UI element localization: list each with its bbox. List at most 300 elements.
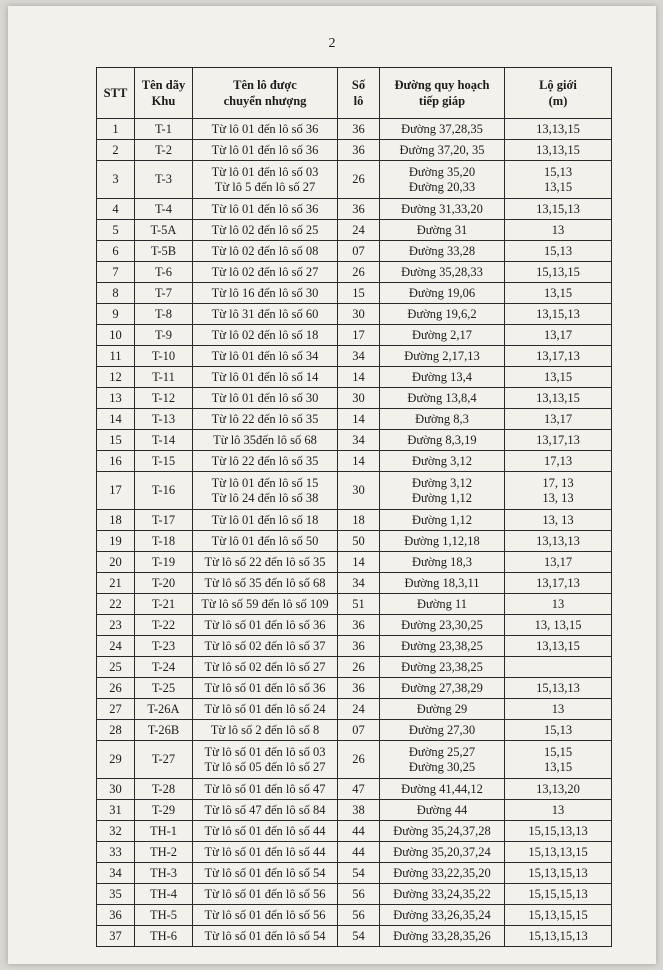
cell-lo-gioi-line: 15,13,15,13 <box>528 928 588 943</box>
cell-lo-gioi-line: 15,13,15,13 <box>528 865 588 880</box>
cell-lot-line: Từ lô 22 đến lô số 35 <box>211 453 319 468</box>
header-stt: STT <box>97 68 135 119</box>
header-khu: Tên dãy Khu <box>135 68 193 119</box>
cell-stt: 35 <box>97 884 135 905</box>
cell-lot-line: Từ lô 16 đến lô số 30 <box>211 285 319 300</box>
cell-lo-gioi-line: 13 <box>551 701 565 716</box>
cell-khu: TH-3 <box>135 863 193 884</box>
cell-road <box>380 779 505 800</box>
cell-road <box>380 800 505 821</box>
cell-lot <box>193 884 338 905</box>
cell-stt: 34 <box>97 863 135 884</box>
cell-lot-line: Từ lô 01 đến lô số 14 <box>211 369 319 384</box>
cell-lo-gioi <box>505 905 612 926</box>
cell-lot-line: Từ lô số 01 đến lô số 56 <box>204 907 326 922</box>
cell-lo-gioi-line: 13,15 <box>543 759 573 774</box>
table-row <box>97 615 612 636</box>
cell-road <box>380 842 505 863</box>
cell-road-line: Đường 19,6,2 <box>407 306 477 321</box>
cell-lo-gioi-line: 13,17,13 <box>536 348 580 363</box>
cell-road <box>380 283 505 304</box>
cell-road <box>380 220 505 241</box>
cell-lot-line: Từ lô 5 đến lô số 27 <box>214 179 316 194</box>
cell-stt: 13 <box>97 388 135 409</box>
cell-lot-line: Từ lô số 01 đến lô số 56 <box>204 886 326 901</box>
cell-road-line: Đường 35,28,33 <box>401 264 483 279</box>
cell-road <box>380 451 505 472</box>
cell-road <box>380 905 505 926</box>
cell-lot <box>193 367 338 388</box>
cell-khu: T-6 <box>135 262 193 283</box>
cell-road <box>380 699 505 720</box>
cell-khu: T-16 <box>135 472 193 510</box>
cell-lo-gioi-line: 15,13 <box>543 243 573 258</box>
cell-lot <box>193 140 338 161</box>
cell-lo-gioi <box>505 720 612 741</box>
cell-khu: T-5B <box>135 241 193 262</box>
cell-road <box>380 573 505 594</box>
cell-road-line: Đường 2,17,13 <box>404 348 480 363</box>
cell-lo-gioi-line: 13,15 <box>543 179 573 194</box>
cell-lot-line: Từ lô số 35 đến lô số 68 <box>204 575 326 590</box>
table-row <box>97 388 612 409</box>
cell-road <box>380 741 505 779</box>
table-row <box>97 262 612 283</box>
cell-khu: TH-1 <box>135 821 193 842</box>
cell-road-line: Đường 25,27 <box>408 744 476 759</box>
cell-road <box>380 161 505 199</box>
table-row <box>97 636 612 657</box>
cell-so-lo: 30 <box>338 472 380 510</box>
cell-lo-gioi-line: 13,13,15 <box>536 121 580 136</box>
cell-so-lo: 34 <box>338 346 380 367</box>
cell-lot-line: Từ lô 01 đến lô số 03 <box>211 164 319 179</box>
cell-so-lo: 30 <box>338 388 380 409</box>
cell-road <box>380 241 505 262</box>
cell-lot <box>193 905 338 926</box>
cell-khu: T-19 <box>135 552 193 573</box>
cell-lo-gioi-line: 15,15,13,13 <box>528 823 588 838</box>
cell-stt: 16 <box>97 451 135 472</box>
cell-khu: T-28 <box>135 779 193 800</box>
cell-stt: 32 <box>97 821 135 842</box>
cell-road <box>380 720 505 741</box>
cell-stt: 28 <box>97 720 135 741</box>
cell-so-lo: 26 <box>338 262 380 283</box>
cell-khu: T-10 <box>135 346 193 367</box>
cell-road-line: Đường 30,25 <box>408 759 476 774</box>
cell-khu: T-21 <box>135 594 193 615</box>
cell-road-line: Đường 20,33 <box>408 179 476 194</box>
cell-road <box>380 884 505 905</box>
cell-road <box>380 388 505 409</box>
cell-lot <box>193 615 338 636</box>
cell-lot-line: Từ lô 22 đến lô số 35 <box>211 411 319 426</box>
cell-stt: 36 <box>97 905 135 926</box>
cell-khu: T-1 <box>135 119 193 140</box>
cell-stt: 15 <box>97 430 135 451</box>
cell-lot-line: Từ lô số 2 đến lô số 8 <box>210 722 320 737</box>
cell-lot <box>193 821 338 842</box>
cell-road <box>380 510 505 531</box>
table-row <box>97 140 612 161</box>
cell-stt: 1 <box>97 119 135 140</box>
cell-khu: T-15 <box>135 451 193 472</box>
cell-khu: TH-6 <box>135 926 193 947</box>
cell-lo-gioi-line: 13,15 <box>543 285 573 300</box>
cell-lot-line: Từ lô số 01 đến lô số 44 <box>204 844 326 859</box>
cell-khu: TH-2 <box>135 842 193 863</box>
page-number: 2 <box>328 36 336 51</box>
cell-road-line: Đường 18,3,11 <box>404 575 480 590</box>
table-row <box>97 573 612 594</box>
cell-road-line: Đường 37,28,35 <box>401 121 483 136</box>
table-row <box>97 905 612 926</box>
table-row <box>97 510 612 531</box>
cell-so-lo: 26 <box>338 161 380 199</box>
cell-stt: 8 <box>97 283 135 304</box>
cell-road-line: Đường 33,28,35,26 <box>393 928 491 943</box>
cell-so-lo: 17 <box>338 325 380 346</box>
cell-so-lo: 24 <box>338 220 380 241</box>
cell-lo-gioi <box>505 346 612 367</box>
cell-road-line: Đường 35,24,37,28 <box>393 823 491 838</box>
cell-khu: T-12 <box>135 388 193 409</box>
cell-so-lo: 18 <box>338 510 380 531</box>
cell-so-lo: 30 <box>338 304 380 325</box>
cell-lo-gioi <box>505 884 612 905</box>
cell-road <box>380 262 505 283</box>
cell-so-lo: 36 <box>338 636 380 657</box>
cell-khu: TH-5 <box>135 905 193 926</box>
cell-khu: T-25 <box>135 678 193 699</box>
table-row <box>97 741 612 779</box>
table-row <box>97 199 612 220</box>
cell-so-lo: 15 <box>338 283 380 304</box>
cell-lo-gioi-line: 17, 13 <box>542 475 574 490</box>
cell-lo-gioi <box>505 262 612 283</box>
cell-so-lo: 54 <box>338 926 380 947</box>
cell-road <box>380 636 505 657</box>
cell-road-line: Đường 1,12,18 <box>404 533 480 548</box>
cell-lot-line: Từ lô 01 đến lô số 34 <box>211 348 319 363</box>
cell-lot <box>193 678 338 699</box>
cell-road-line: Đường 8,3,19 <box>407 432 477 447</box>
cell-lo-gioi <box>505 531 612 552</box>
cell-lo-gioi <box>505 472 612 510</box>
cell-so-lo: 54 <box>338 863 380 884</box>
cell-so-lo: 26 <box>338 741 380 779</box>
cell-lo-gioi-line: 15,13 <box>543 164 573 179</box>
cell-lot-line: Từ lô số 01 đến lô số 36 <box>204 680 326 695</box>
table-row <box>97 552 612 573</box>
cell-road <box>380 325 505 346</box>
cell-khu: T-5A <box>135 220 193 241</box>
cell-lo-gioi <box>505 241 612 262</box>
cell-road-line: Đường 37,20, 35 <box>399 142 485 157</box>
cell-lo-gioi <box>505 451 612 472</box>
table-row <box>97 594 612 615</box>
cell-lo-gioi-line: 13, 13,15 <box>534 617 582 632</box>
cell-lot <box>193 531 338 552</box>
cell-lot <box>193 119 338 140</box>
cell-road-line: Đường 27,38,29 <box>401 680 483 695</box>
table-row <box>97 409 612 430</box>
cell-lo-gioi <box>505 779 612 800</box>
table-row <box>97 842 612 863</box>
cell-road <box>380 409 505 430</box>
cell-lot <box>193 161 338 199</box>
table-row <box>97 325 612 346</box>
cell-so-lo: 14 <box>338 367 380 388</box>
cell-lot <box>193 430 338 451</box>
header-lot: Tên lô được chuyển nhượng <box>193 68 338 119</box>
cell-lo-gioi <box>505 388 612 409</box>
cell-lot-line: Từ lô số 01 đến lô số 03 <box>204 744 326 759</box>
cell-road <box>380 304 505 325</box>
cell-lo-gioi-line: 13,13,15 <box>536 142 580 157</box>
cell-lo-gioi <box>505 741 612 779</box>
cell-lot <box>193 283 338 304</box>
cell-stt: 7 <box>97 262 135 283</box>
cell-khu: T-27 <box>135 741 193 779</box>
table-row <box>97 241 612 262</box>
cell-stt: 2 <box>97 140 135 161</box>
cell-lot-line: Từ lô 01 đến lô số 50 <box>211 533 319 548</box>
cell-road <box>380 657 505 678</box>
table-row <box>97 430 612 451</box>
cell-so-lo: 44 <box>338 821 380 842</box>
cell-lot <box>193 741 338 779</box>
cell-road-line: Đường 18,3 <box>412 554 472 569</box>
table-row <box>97 657 612 678</box>
cell-road <box>380 430 505 451</box>
table-row <box>97 119 612 140</box>
cell-khu: T-13 <box>135 409 193 430</box>
table-row <box>97 304 612 325</box>
cell-lo-gioi <box>505 594 612 615</box>
cell-stt: 11 <box>97 346 135 367</box>
cell-road-line: Đường 44 <box>416 802 468 817</box>
cell-lot <box>193 199 338 220</box>
table-row <box>97 283 612 304</box>
cell-khu: T-17 <box>135 510 193 531</box>
cell-lot-line: Từ lô số 01 đến lô số 54 <box>204 928 326 943</box>
cell-stt: 20 <box>97 552 135 573</box>
cell-lo-gioi <box>505 140 612 161</box>
cell-lot-line: Từ lô 01 đến lô số 18 <box>211 512 319 527</box>
cell-khu: T-9 <box>135 325 193 346</box>
cell-lo-gioi-line: 13 <box>551 596 565 611</box>
cell-lo-gioi-line: 15,13,15 <box>536 264 580 279</box>
cell-lot <box>193 926 338 947</box>
table-row <box>97 451 612 472</box>
cell-so-lo: 36 <box>338 199 380 220</box>
cell-lo-gioi <box>505 283 612 304</box>
cell-road <box>380 140 505 161</box>
cell-khu: T-26B <box>135 720 193 741</box>
cell-road <box>380 472 505 510</box>
cell-road-line: Đường 3,12 <box>412 475 472 490</box>
cell-lot-line: Từ lô 01 đến lô số 36 <box>211 142 319 157</box>
cell-road-line: Đường 31 <box>416 222 468 237</box>
cell-khu: T-18 <box>135 531 193 552</box>
cell-road-line: Đường 41,44,12 <box>401 781 483 796</box>
cell-road-line: Đường 19,06 <box>408 285 476 300</box>
cell-lo-gioi-line: 13,13,15 <box>536 638 580 653</box>
cell-lot <box>193 842 338 863</box>
cell-stt: 12 <box>97 367 135 388</box>
cell-road <box>380 199 505 220</box>
cell-lot-line: Từ lô 02 đến lô số 27 <box>211 264 319 279</box>
cell-lo-gioi-line: 15,13 <box>543 722 573 737</box>
cell-lot <box>193 779 338 800</box>
cell-so-lo: 14 <box>338 552 380 573</box>
cell-lot <box>193 552 338 573</box>
table-row <box>97 779 612 800</box>
cell-road <box>380 346 505 367</box>
cell-stt: 23 <box>97 615 135 636</box>
cell-so-lo: 44 <box>338 842 380 863</box>
cell-stt: 9 <box>97 304 135 325</box>
cell-lot <box>193 262 338 283</box>
cell-lot <box>193 800 338 821</box>
cell-stt: 10 <box>97 325 135 346</box>
cell-lo-gioi-line: 13, 13 <box>542 490 574 505</box>
cell-khu: T-14 <box>135 430 193 451</box>
cell-road <box>380 615 505 636</box>
header-road: Đường quy hoạch tiếp giáp <box>380 68 505 119</box>
cell-lot <box>193 220 338 241</box>
cell-lo-gioi <box>505 119 612 140</box>
cell-lot <box>193 346 338 367</box>
cell-road <box>380 678 505 699</box>
table-body <box>97 119 612 947</box>
cell-lo-gioi-line: 13, 13 <box>542 512 574 527</box>
cell-stt: 18 <box>97 510 135 531</box>
cell-khu: T-26A <box>135 699 193 720</box>
cell-lo-gioi-line: 13,17,13 <box>536 575 580 590</box>
cell-lot <box>193 304 338 325</box>
cell-road-line: Đường 33,22,35,20 <box>393 865 491 880</box>
cell-stt: 33 <box>97 842 135 863</box>
cell-so-lo: 07 <box>338 720 380 741</box>
cell-lot <box>193 472 338 510</box>
cell-stt: 17 <box>97 472 135 510</box>
cell-lot-line: Từ lô 01 đến lô số 15 <box>211 475 319 490</box>
cell-lot <box>193 325 338 346</box>
cell-lo-gioi <box>505 367 612 388</box>
cell-road-line: Đường 35,20,37,24 <box>393 844 491 859</box>
cell-lot-line: Từ lô số 59 đến lô số 109 <box>201 596 329 611</box>
table-row <box>97 821 612 842</box>
cell-lo-gioi-line: 17,13 <box>543 453 573 468</box>
cell-lo-gioi-line: 13,17 <box>543 327 573 342</box>
cell-so-lo: 24 <box>338 699 380 720</box>
cell-so-lo: 07 <box>338 241 380 262</box>
cell-road-line: Đường 2,17 <box>412 327 472 342</box>
cell-khu: T-4 <box>135 199 193 220</box>
cell-lo-gioi <box>505 821 612 842</box>
cell-road <box>380 367 505 388</box>
cell-so-lo: 36 <box>338 678 380 699</box>
table-row <box>97 800 612 821</box>
cell-so-lo: 47 <box>338 779 380 800</box>
cell-so-lo: 56 <box>338 905 380 926</box>
cell-lo-gioi <box>505 161 612 199</box>
cell-road <box>380 594 505 615</box>
cell-so-lo: 26 <box>338 657 380 678</box>
cell-lot-line: Từ lô số 01 đến lô số 44 <box>204 823 326 838</box>
cell-road-line: Đường 27,30 <box>408 722 476 737</box>
table-header-row <box>97 68 612 119</box>
cell-stt: 37 <box>97 926 135 947</box>
cell-khu: T-2 <box>135 140 193 161</box>
cell-lo-gioi <box>505 304 612 325</box>
cell-lot-line: Từ lô 02 đến lô số 08 <box>211 243 319 258</box>
header-lo-gioi: Lộ giới (m) <box>505 68 612 119</box>
table-row <box>97 699 612 720</box>
cell-lot-line: Từ lô số 47 đến lô số 84 <box>204 802 326 817</box>
cell-lot-line: Từ lô 35đến lô số 68 <box>213 432 317 447</box>
cell-lot <box>193 409 338 430</box>
cell-lot-line: Từ lô 01 đến lô số 36 <box>211 121 319 136</box>
table-row <box>97 926 612 947</box>
cell-road <box>380 119 505 140</box>
cell-so-lo: 51 <box>338 594 380 615</box>
cell-stt: 4 <box>97 199 135 220</box>
cell-khu: T-20 <box>135 573 193 594</box>
cell-lo-gioi <box>505 552 612 573</box>
cell-lo-gioi-line: 13,17,13 <box>536 432 580 447</box>
cell-so-lo: 50 <box>338 531 380 552</box>
cell-so-lo: 36 <box>338 615 380 636</box>
cell-road-line: Đường 33,28 <box>408 243 476 258</box>
cell-lo-gioi <box>505 430 612 451</box>
cell-lot-line: Từ lô số 01 đến lô số 47 <box>204 781 326 796</box>
document-page <box>8 6 656 964</box>
cell-khu: T-7 <box>135 283 193 304</box>
cell-road-line: Đường 8,3 <box>415 411 469 426</box>
cell-lo-gioi <box>505 199 612 220</box>
cell-khu: T-3 <box>135 161 193 199</box>
table-row <box>97 720 612 741</box>
cell-lot-line: Từ lô số 05 đến lô số 27 <box>204 759 326 774</box>
cell-lo-gioi <box>505 636 612 657</box>
cell-lo-gioi-line: 13,15,13 <box>536 306 580 321</box>
table-row <box>97 678 612 699</box>
cell-lo-gioi <box>505 510 612 531</box>
cell-road-line: Đường 31,33,20 <box>401 201 483 216</box>
cell-stt: 21 <box>97 573 135 594</box>
cell-lot-line: Từ lô 02 đến lô số 25 <box>211 222 319 237</box>
cell-road-line: Đường 29 <box>416 701 468 716</box>
table-row <box>97 531 612 552</box>
cell-road-line: Đường 33,26,35,24 <box>393 907 491 922</box>
cell-khu: T-11 <box>135 367 193 388</box>
cell-stt: 14 <box>97 409 135 430</box>
cell-lo-gioi-line: 13 <box>551 802 565 817</box>
cell-khu: T-22 <box>135 615 193 636</box>
cell-lot <box>193 510 338 531</box>
cell-lot-line: Từ lô số 22 đến lô số 35 <box>204 554 326 569</box>
cell-stt: 30 <box>97 779 135 800</box>
cell-road-line: Đường 11 <box>416 596 468 611</box>
cell-lo-gioi-line: 15,15,15,13 <box>528 886 588 901</box>
cell-lot-line: Từ lô 01 đến lô số 36 <box>211 201 319 216</box>
cell-lot-line: Từ lô 01 đến lô số 30 <box>211 390 319 405</box>
cell-lot-line: Từ lô 24 đến lô số 38 <box>211 490 319 505</box>
